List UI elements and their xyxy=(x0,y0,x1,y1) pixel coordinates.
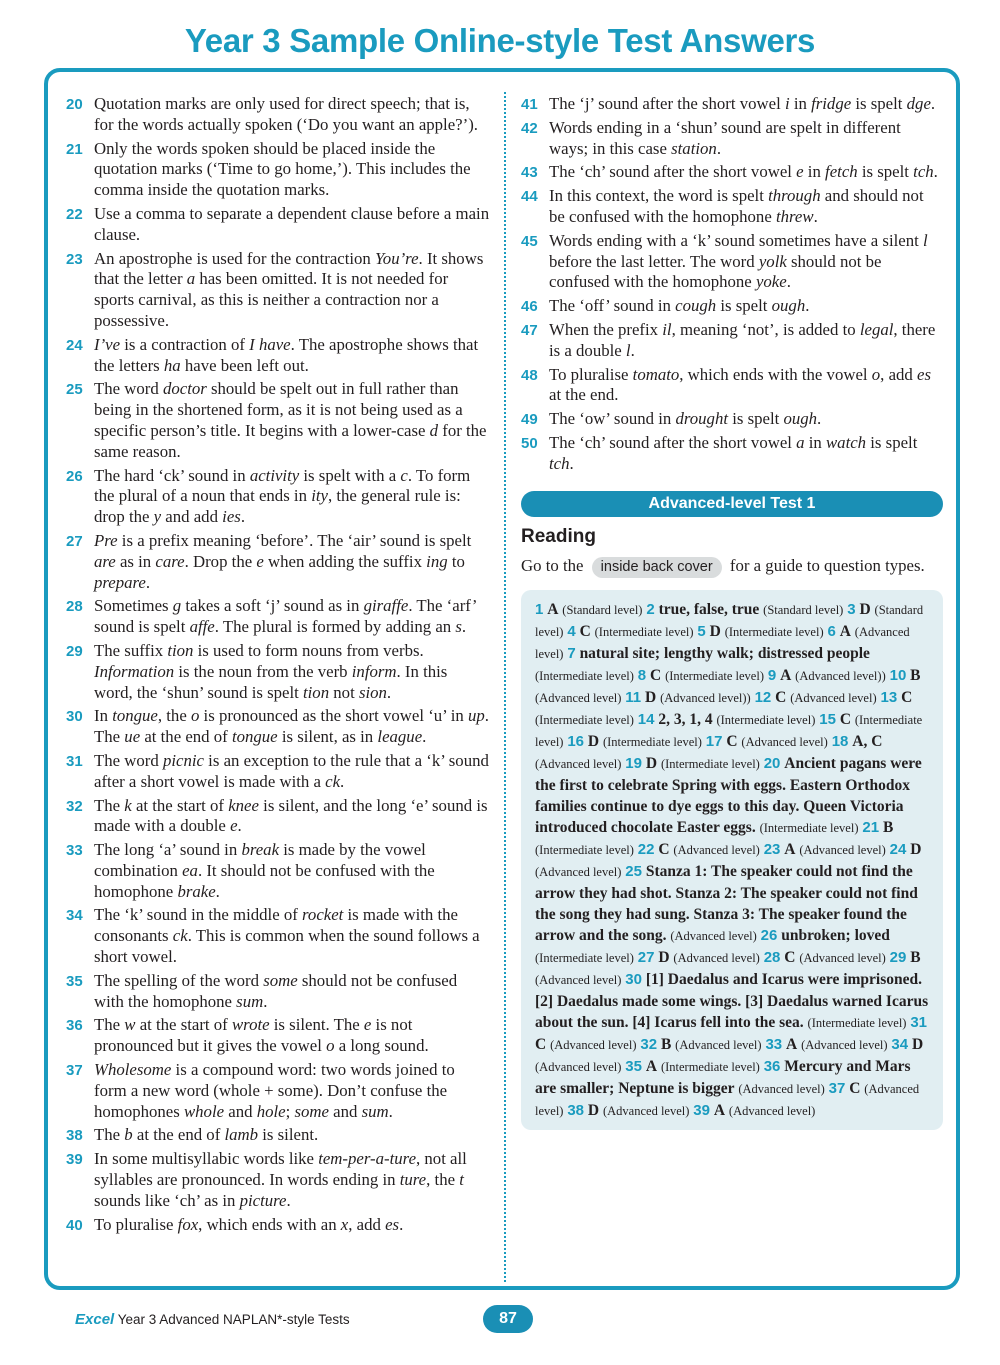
answer-value: C xyxy=(901,689,913,707)
question-number: 24 xyxy=(66,336,83,354)
footer-text: Year 3 Advanced NAPLAN*-style Tests xyxy=(117,1312,350,1327)
answer-number: 2 xyxy=(646,601,655,619)
reading-answer-27 xyxy=(638,949,764,966)
question-number: 29 xyxy=(66,642,83,660)
explanation-text: The ‘j’ sound after the short vowel i in fridge is spelt dge. xyxy=(549,94,936,113)
reading-answer-23 xyxy=(764,841,890,858)
question-number: 40 xyxy=(66,1216,83,1234)
answer-value: B xyxy=(660,1036,672,1054)
answer-value: D xyxy=(859,601,871,619)
answer-level: (Advanced level) xyxy=(801,1038,888,1053)
explanation-text: The ‘ch’ sound after the short vowel e in fetch is spelt tch. xyxy=(549,162,938,182)
answer-value: C xyxy=(784,949,796,967)
answer-level: (Advanced level) xyxy=(550,1038,637,1053)
answer-number: 18 xyxy=(831,733,849,751)
reading-answer-32 xyxy=(640,1036,765,1053)
answer-explanation-35 xyxy=(66,971,490,1013)
answer-number: 20 xyxy=(763,755,781,773)
question-number: 35 xyxy=(66,972,83,990)
answer-level: (Intermediate level) xyxy=(660,757,760,772)
answer-number: 30 xyxy=(625,971,642,989)
answer-value: true, false, true xyxy=(658,601,760,619)
answer-explanation-37 xyxy=(66,1060,490,1122)
answer-value: A xyxy=(784,841,796,859)
answer-explanation-28 xyxy=(66,596,490,638)
answer-level: (Intermediate level) xyxy=(716,713,816,728)
answer-explanation-29 xyxy=(66,641,490,703)
reading-answer-14 xyxy=(638,711,819,728)
question-number: 25 xyxy=(66,381,83,399)
answer-value: unbroken; loved xyxy=(781,927,890,945)
answer-value: C xyxy=(726,733,738,751)
answer-number: 5 xyxy=(697,623,706,641)
explanation-text: The word picnic is an exception to the rule that a ‘k’ sound after a short vowel is made with a ck. xyxy=(94,750,489,791)
answer-number: 35 xyxy=(625,1058,642,1076)
reading-answer-22 xyxy=(638,841,764,858)
question-number: 41 xyxy=(521,96,538,113)
question-number: 47 xyxy=(521,321,538,339)
answer-explanation-42 xyxy=(521,118,943,160)
answer-level: (Advanced level) xyxy=(799,843,886,858)
answer-number: 39 xyxy=(693,1102,710,1120)
answer-explanation-44 xyxy=(521,186,943,228)
answer-level: (Intermediate level) xyxy=(759,821,859,836)
answer-value: B xyxy=(910,667,921,685)
reading-answer-5 xyxy=(697,623,827,640)
answer-explanation-47 xyxy=(521,320,943,362)
answer-explanation-36 xyxy=(66,1015,490,1057)
explanation-text: In some multisyllabic words like tem-per-a-ture, not all syllables are pronounced. In words ending in ture, the t sounds like ‘ch’ as in picture. xyxy=(94,1149,467,1210)
answer-level: (Advanced level) xyxy=(790,691,877,706)
answer-explanation-46 xyxy=(521,296,943,317)
reading-answer-12 xyxy=(755,689,881,706)
explanation-text: In this context, the word is spelt through and should not be confused with the homophone threw. xyxy=(549,186,924,226)
answer-value: A xyxy=(839,623,851,641)
answer-level: (Intermediate level) xyxy=(594,625,694,640)
question-number: 42 xyxy=(521,119,538,137)
answer-number: 9 xyxy=(767,667,777,685)
answer-value: Mercury and Mars are smaller; Neptune is bigger xyxy=(535,1058,911,1098)
answer-value: D xyxy=(645,755,658,773)
answer-explanation-32 xyxy=(66,796,490,838)
explanation-text: I’ve is a contraction of I have. The apostrophe shows that the letters ha have been left out. xyxy=(94,334,479,375)
answer-value: D xyxy=(587,733,600,751)
explanation-text: Words ending with a ‘k’ sound sometimes have a silent l before the last letter. The word yolk should not be confused with the homophone yoke. xyxy=(549,230,928,292)
question-number: 32 xyxy=(66,797,83,815)
explanation-text: Quotation marks are only used for direct speech; that is, for the words actually spoken (‘Do you want an apple?’). xyxy=(94,94,478,134)
answer-number: 4 xyxy=(567,623,576,641)
answers-box xyxy=(521,590,943,1130)
answer-number: 29 xyxy=(889,949,907,967)
reading-answer-1 xyxy=(535,601,646,618)
answer-level: (Intermediate level) xyxy=(535,951,634,966)
question-number: 36 xyxy=(66,1017,83,1035)
explanation-text: The spelling of the word some should not be confused with the homophone sum. xyxy=(94,970,458,1011)
answer-value: C xyxy=(579,623,591,641)
answer-explanation-48 xyxy=(521,365,943,407)
answer-value: A xyxy=(780,667,792,685)
answer-value: natural site; lengthy walk; distressed people xyxy=(579,645,870,663)
answer-level: (Advanced level)) xyxy=(795,669,886,684)
answer-value: C xyxy=(535,1036,547,1054)
answer-explanation-23 xyxy=(66,249,490,332)
answer-number: 19 xyxy=(625,755,642,773)
section-banner: Advanced-level Test 1 xyxy=(521,491,943,517)
answer-number: 24 xyxy=(889,841,907,859)
answer-number: 13 xyxy=(880,689,898,707)
answer-number: 16 xyxy=(567,733,585,751)
footer-brand: Excel xyxy=(75,1311,115,1328)
reading-answer-8 xyxy=(638,667,768,684)
explanation-text: Wholesome is a compound word: two words joined to form a new word (whole + some). Don’t confuse the homophones whole and hole; some and sum. xyxy=(94,1060,455,1121)
question-number: 28 xyxy=(66,598,83,616)
answer-value: C xyxy=(650,667,662,685)
answer-number: 15 xyxy=(819,711,836,729)
explanation-text: To pluralise fox, which ends with an x, add es. xyxy=(94,1214,404,1234)
answer-number: 33 xyxy=(765,1036,783,1054)
answer-number: 3 xyxy=(847,601,856,619)
answer-level: (Advanced level) xyxy=(670,929,757,944)
explanation-text: The k at the start of knee is silent, and the long ‘e’ sound is made with a double e. xyxy=(94,795,488,836)
question-number: 27 xyxy=(66,532,83,550)
guide-note xyxy=(521,555,943,578)
answer-number: 37 xyxy=(828,1080,846,1098)
explanation-text: The b at the end of lamb is silent. xyxy=(94,1125,319,1145)
answer-value: D xyxy=(658,949,670,967)
explanation-text: The suffix tion is used to form nouns from verbs. Information is the noun from the verb inform. In this word, the ‘shun’ sound is spelt tion not sion. xyxy=(94,640,448,702)
answer-explanation-38 xyxy=(66,1125,490,1146)
reading-answer-16 xyxy=(567,733,705,750)
inside-back-cover-pill: inside back cover xyxy=(592,557,722,578)
answer-number: 27 xyxy=(637,949,655,967)
left-column xyxy=(66,94,490,1238)
question-number: 33 xyxy=(66,842,83,860)
answer-explanation-43 xyxy=(521,162,943,183)
answer-level: (Advanced level) xyxy=(535,691,622,706)
answer-explanation-22 xyxy=(66,204,490,246)
answer-number: 34 xyxy=(891,1036,909,1054)
answer-number: 31 xyxy=(910,1014,928,1032)
answer-number: 10 xyxy=(889,667,907,685)
answer-level: (Intermediate level) xyxy=(535,669,634,684)
answer-number: 36 xyxy=(763,1058,781,1076)
question-number: 26 xyxy=(66,467,83,485)
answer-explanation-25 xyxy=(66,379,490,462)
answer-number: 1 xyxy=(535,601,544,619)
reading-answer-28 xyxy=(764,949,890,966)
answer-level: (Intermediate level) xyxy=(535,713,923,750)
answer-number: 23 xyxy=(763,841,781,859)
answer-explanation-31 xyxy=(66,751,490,793)
question-number: 50 xyxy=(521,434,538,452)
question-number: 22 xyxy=(66,205,83,223)
explanation-text: The ‘ow’ sound in drought is spelt ough. xyxy=(549,409,822,429)
reading-answer-2 xyxy=(646,601,847,618)
answer-number: 21 xyxy=(862,819,880,837)
reading-answer-39 xyxy=(693,1102,815,1119)
answer-number: 6 xyxy=(827,623,836,641)
answer-level: (Standard level) xyxy=(763,603,844,618)
answer-explanation-39 xyxy=(66,1149,490,1211)
answer-level: (Advanced level) xyxy=(535,1082,920,1119)
answer-explanation-33 xyxy=(66,840,490,902)
answer-level: (Intermediate level) xyxy=(602,735,702,750)
answer-number: 38 xyxy=(567,1102,585,1120)
right-item-list xyxy=(521,94,943,475)
answer-explanation-21 xyxy=(66,139,490,201)
answer-explanation-27 xyxy=(66,531,490,593)
page-number: 87 xyxy=(483,1305,533,1333)
answer-value: Stanza 1: The speaker could not find the arrow they had shot. Stanza 2: The speaker could not find the song they had sung. Stanza 3: The speaker found the arrow and the song. xyxy=(535,863,918,945)
answer-value: D xyxy=(587,1102,600,1120)
explanation-text: In tongue, the o is pronounced as the short vowel ‘u’ in up. The ue at the end of tongue is silent, as in league. xyxy=(94,706,489,747)
answer-number: 22 xyxy=(637,841,655,859)
explanation-text: When the prefix il, meaning ‘not’, is added to legal, there is a double l. xyxy=(549,319,936,360)
answer-number: 17 xyxy=(705,733,723,751)
answer-number: 11 xyxy=(625,689,642,707)
answer-level: (Intermediate level) xyxy=(724,625,824,640)
question-number: 23 xyxy=(66,250,83,268)
explanation-text: The ‘ch’ sound after the short vowel a in watch is spelt tch. xyxy=(549,432,918,473)
answer-level: (Advanced level) xyxy=(535,865,622,880)
answer-level: (Advanced level) xyxy=(675,1038,762,1053)
answer-value: A xyxy=(645,1058,658,1076)
question-number: 34 xyxy=(66,907,83,925)
explanation-text: The ‘off’ sound in cough is spelt ough. xyxy=(549,296,810,316)
answer-explanation-45 xyxy=(521,231,943,293)
answer-explanation-20 xyxy=(66,94,490,136)
answer-value: D xyxy=(910,841,922,859)
answer-value: A, C xyxy=(852,733,883,751)
question-number: 37 xyxy=(66,1062,83,1080)
reading-answer-19 xyxy=(625,755,763,772)
answer-level: (Intermediate level) xyxy=(807,1016,907,1031)
right-column xyxy=(521,94,943,1130)
reading-answer-4 xyxy=(567,623,697,640)
question-number: 48 xyxy=(521,366,538,384)
column-divider xyxy=(504,92,506,1282)
reading-answer-9 xyxy=(768,667,890,684)
question-number: 30 xyxy=(66,708,83,726)
answer-value: Ancient pagans were the first to celebrate Spring with eggs. Eastern Orthodox families continue to dye eggs to this day. Queen Victoria introduced chocolate Easter eggs. xyxy=(535,755,922,837)
answer-number: 14 xyxy=(637,711,655,729)
answer-value: [1] Daedalus and Icarus were imprisoned. [2] Daedalus made some wings. [3] Daedalus warned Icarus about the sun. [4] Icarus fell into the sea. xyxy=(535,971,929,1032)
question-number: 31 xyxy=(66,752,83,770)
answer-explanation-24 xyxy=(66,335,490,377)
answer-value: A xyxy=(713,1102,726,1120)
explanation-text: Sometimes g takes a soft ‘j’ sound as in giraffe. The ‘arf’ sound is spelt affe. The plural is formed by adding an s. xyxy=(94,596,477,637)
answer-value: C xyxy=(658,841,670,859)
question-number: 20 xyxy=(66,96,83,113)
answer-value: D xyxy=(911,1036,924,1054)
reading-answer-38 xyxy=(567,1102,693,1119)
footer xyxy=(75,1311,350,1328)
answer-level: (Intermediate level) xyxy=(660,1060,760,1075)
answer-level: (Advanced level) xyxy=(728,1104,816,1119)
question-number: 38 xyxy=(66,1127,83,1145)
reading-answer-11 xyxy=(625,689,754,706)
explanation-text: The ‘k’ sound in the middle of rocket is made with the consonants ck. This is common when the sound follows a short vowel. xyxy=(94,905,480,967)
answer-level: (Advanced level) xyxy=(535,973,622,988)
answer-value: B xyxy=(910,949,921,967)
answer-level: (Advanced level) xyxy=(738,1082,825,1097)
answer-value: C xyxy=(775,689,787,707)
answer-level: (Advanced level) xyxy=(602,1104,690,1119)
explanation-text: An apostrophe is used for the contraction You’re. It shows that the letter a has been omitted. It is not needed for sports carnival, as this is neither a contraction nor a possessive. xyxy=(94,248,484,330)
answer-level: (Advanced level) xyxy=(535,1060,622,1075)
answer-value: B xyxy=(882,819,894,837)
explanation-text: To pluralise tomato, which ends with the vowel o, add es at the end. xyxy=(549,364,931,405)
reading-answer-17 xyxy=(706,733,832,750)
answer-value: D xyxy=(709,623,721,641)
answer-value: A xyxy=(547,601,559,619)
answer-number: 26 xyxy=(760,927,778,945)
explanation-text: Words ending in a ‘shun’ sound are spelt in different ways; in this case station. xyxy=(549,117,901,158)
question-number: 44 xyxy=(521,188,538,206)
answer-explanation-41 xyxy=(521,94,943,115)
explanation-text: Use a comma to separate a dependent clause before a main clause. xyxy=(94,203,490,244)
answer-level: (Advanced level) xyxy=(673,843,760,858)
question-number: 39 xyxy=(66,1151,83,1169)
explanation-text: Only the words spoken should be placed inside the quotation marks (‘Time to go home,’). This includes the comma inside the quotation marks. xyxy=(94,138,471,200)
answer-number: 25 xyxy=(625,863,642,881)
reading-answer-35 xyxy=(625,1058,763,1075)
explanation-text: The w at the start of wrote is silent. The e is not pronounced but it gives the vowel o a long sound. xyxy=(94,1015,429,1056)
answer-level: (Advanced level) xyxy=(535,757,622,772)
answer-explanation-40 xyxy=(66,1215,490,1236)
question-number: 46 xyxy=(521,298,538,316)
answer-value: C xyxy=(849,1080,861,1098)
answer-level: (Standard level) xyxy=(562,603,643,618)
answer-value: C xyxy=(839,711,852,729)
answer-level: (Advanced level) xyxy=(673,951,760,966)
answer-explanation-30 xyxy=(66,706,490,748)
question-number: 49 xyxy=(521,411,538,429)
answer-number: 12 xyxy=(754,689,772,707)
answer-number: 32 xyxy=(640,1036,658,1054)
answer-value: D xyxy=(645,689,657,707)
answer-level: (Advanced level) xyxy=(799,951,886,966)
question-number: 45 xyxy=(521,232,538,250)
answer-value: A xyxy=(786,1036,798,1054)
answer-explanation-49 xyxy=(521,409,943,430)
guide-note-after: for a guide to question types. xyxy=(729,556,925,576)
answer-level: (Intermediate level) xyxy=(665,669,764,684)
answer-number: 8 xyxy=(637,667,647,685)
question-number: 43 xyxy=(521,164,538,182)
answer-number: 28 xyxy=(763,949,781,967)
explanation-text: The hard ‘ck’ sound in activity is spelt with a c. To form the plural of a noun that ends in ity, the general rule is: drop the y and add ies. xyxy=(94,465,471,527)
answer-value: 2, 3, 1, 4 xyxy=(658,711,713,729)
answer-explanation-50 xyxy=(521,433,943,475)
answer-level: (Intermediate level) xyxy=(535,713,634,728)
explanation-text: The long ‘a’ sound in break is made by the vowel combination ea. It should not be confused with the homophone brake. xyxy=(94,840,435,901)
answer-level: (Intermediate level) xyxy=(535,843,634,858)
answer-explanation-34 xyxy=(66,905,490,967)
answer-level: (Advanced level) xyxy=(535,625,910,662)
question-number: 21 xyxy=(66,140,83,158)
answer-level: (Advanced level)) xyxy=(660,691,751,706)
explanation-text: Pre is a prefix meaning ‘before’. The ‘air’ sound is spelt are as in care. Drop the e when adding the suffix ing to prepare. xyxy=(94,530,472,592)
page-title: Year 3 Sample Online-style Test Answers xyxy=(184,22,816,59)
reading-answer-33 xyxy=(765,1036,891,1053)
answer-explanation-26 xyxy=(66,466,490,528)
answer-number: 7 xyxy=(567,645,576,663)
guide-note-before: Go to the xyxy=(521,556,584,576)
explanation-text: The word doctor should be spelt out in full rather than being in the shortened form, as it is not being used as a specific person’s title. It begins with a lower-case d for the same reason. xyxy=(94,379,487,461)
reading-heading: Reading xyxy=(521,525,596,547)
answer-level: (Advanced level) xyxy=(741,735,828,750)
answer-level: (Standard level) xyxy=(535,603,924,640)
